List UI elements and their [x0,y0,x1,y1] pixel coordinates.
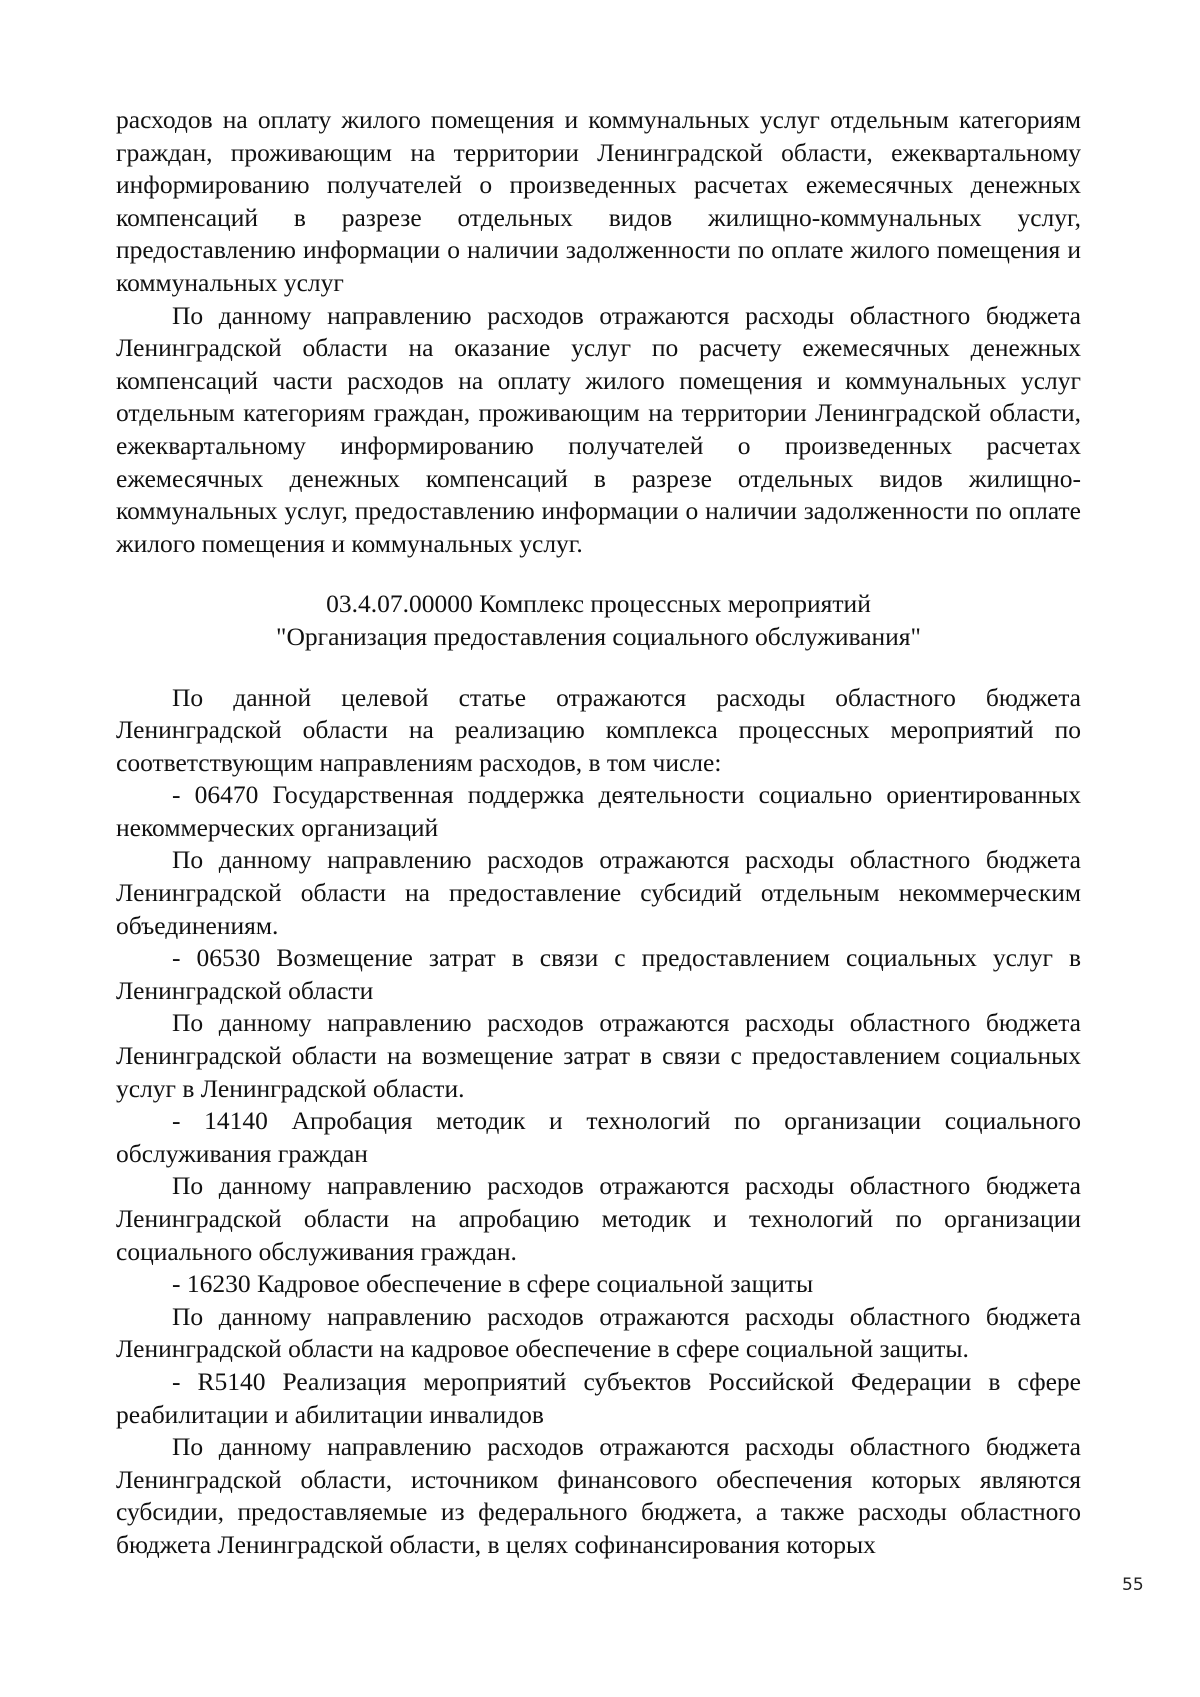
list-item-r5140: - R5140 Реализация мероприятий субъектов Российской Федерации в сфере реабилитации и абилитации инвалидов [116,1366,1081,1429]
document-body [116,104,1081,1562]
paragraph-continuation: расходов на оплату жилого помещения и коммунальных услуг отдельным категориям граждан, проживающим на территории Ленинградской области, ежеквартальному информированию получателей о произведенных расчетах ежемесячных денежных компенсаций в разрезе отдельных видов жилищно-коммунальных услуг, предоставлению информации о наличии задолженности по оплате жилого помещения и коммунальных услуг [116,105,1081,297]
list-item-16230: - 16230 Кадровое обеспечение в сфере социальной защиты [172,1269,814,1299]
section-heading-title: "Организация предоставления социального обслуживания" [276,621,921,651]
paragraph-intro: По данной целевой статье отражаются расходы областного бюджета Ленинградской области на реализацию комплекса процессных мероприятий по соответствующим направлениям расходов, в том числе: [116,682,1081,777]
paragraph-description: По данному направлению расходов отражаются расходы областного бюджета Ленинградской области на оказание услуг по расчету ежемесячных денежных компенсаций части расходов на оплату жилого помещения и коммунальных услуг отдельным категориям граждан, проживающим на территории Ленинградской области, ежеквартальному информированию получателей о произведенных расчетах ежемесячных денежных компенсаций в разрезе отдельных видов жилищно-коммунальных услуг, предоставлению информации о наличии задолженности по оплате жилого помещения и коммунальных услуг. [116,300,1081,558]
list-item-06530: - 06530 Возмещение затрат в связи с предоставлением социальных услуг в Ленинградской области [116,943,1081,1005]
paragraph-description: По данному направлению расходов отражаются расходы областного бюджета Ленинградской области на апробацию методик и технологий по организации социального обслуживания граждан. [116,1171,1081,1266]
paragraph-description: По данному направлению расходов отражаются расходы областного бюджета Ленинградской области на возмещение затрат в связи с предоставлением социальных услуг в Ленинградской области. [116,1008,1081,1103]
paragraph-description: По данному направлению расходов отражаются расходы областного бюджета Ленинградской области, источником финансового обеспечения которых являются субсидии, предоставляемые из федерального бюджета, а также расходы областного бюджета Ленинградской области, в целях софинансирования которых [116,1432,1081,1559]
list-item-14140: - 14140 Апробация методик и технологий по организации социального обслуживания граждан [116,1106,1081,1168]
list-item-06470: - 06470 Государственная поддержка деятельности социально ориентированных некоммерческих организаций [116,780,1081,842]
paragraph-description: По данному направлению расходов отражаются расходы областного бюджета Ленинградской области на предоставление субсидий отдельным некоммерческим объединениям. [116,845,1081,940]
page-number: 55 [1122,1575,1144,1595]
section-heading [116,588,1081,653]
section-heading-code: 03.4.07.00000 Комплекс процессных мероприятий [326,589,871,619]
paragraph-description: По данному направлению расходов отражаются расходы областного бюджета Ленинградской области на кадровое обеспечение в сфере социальной защиты. [116,1301,1081,1364]
